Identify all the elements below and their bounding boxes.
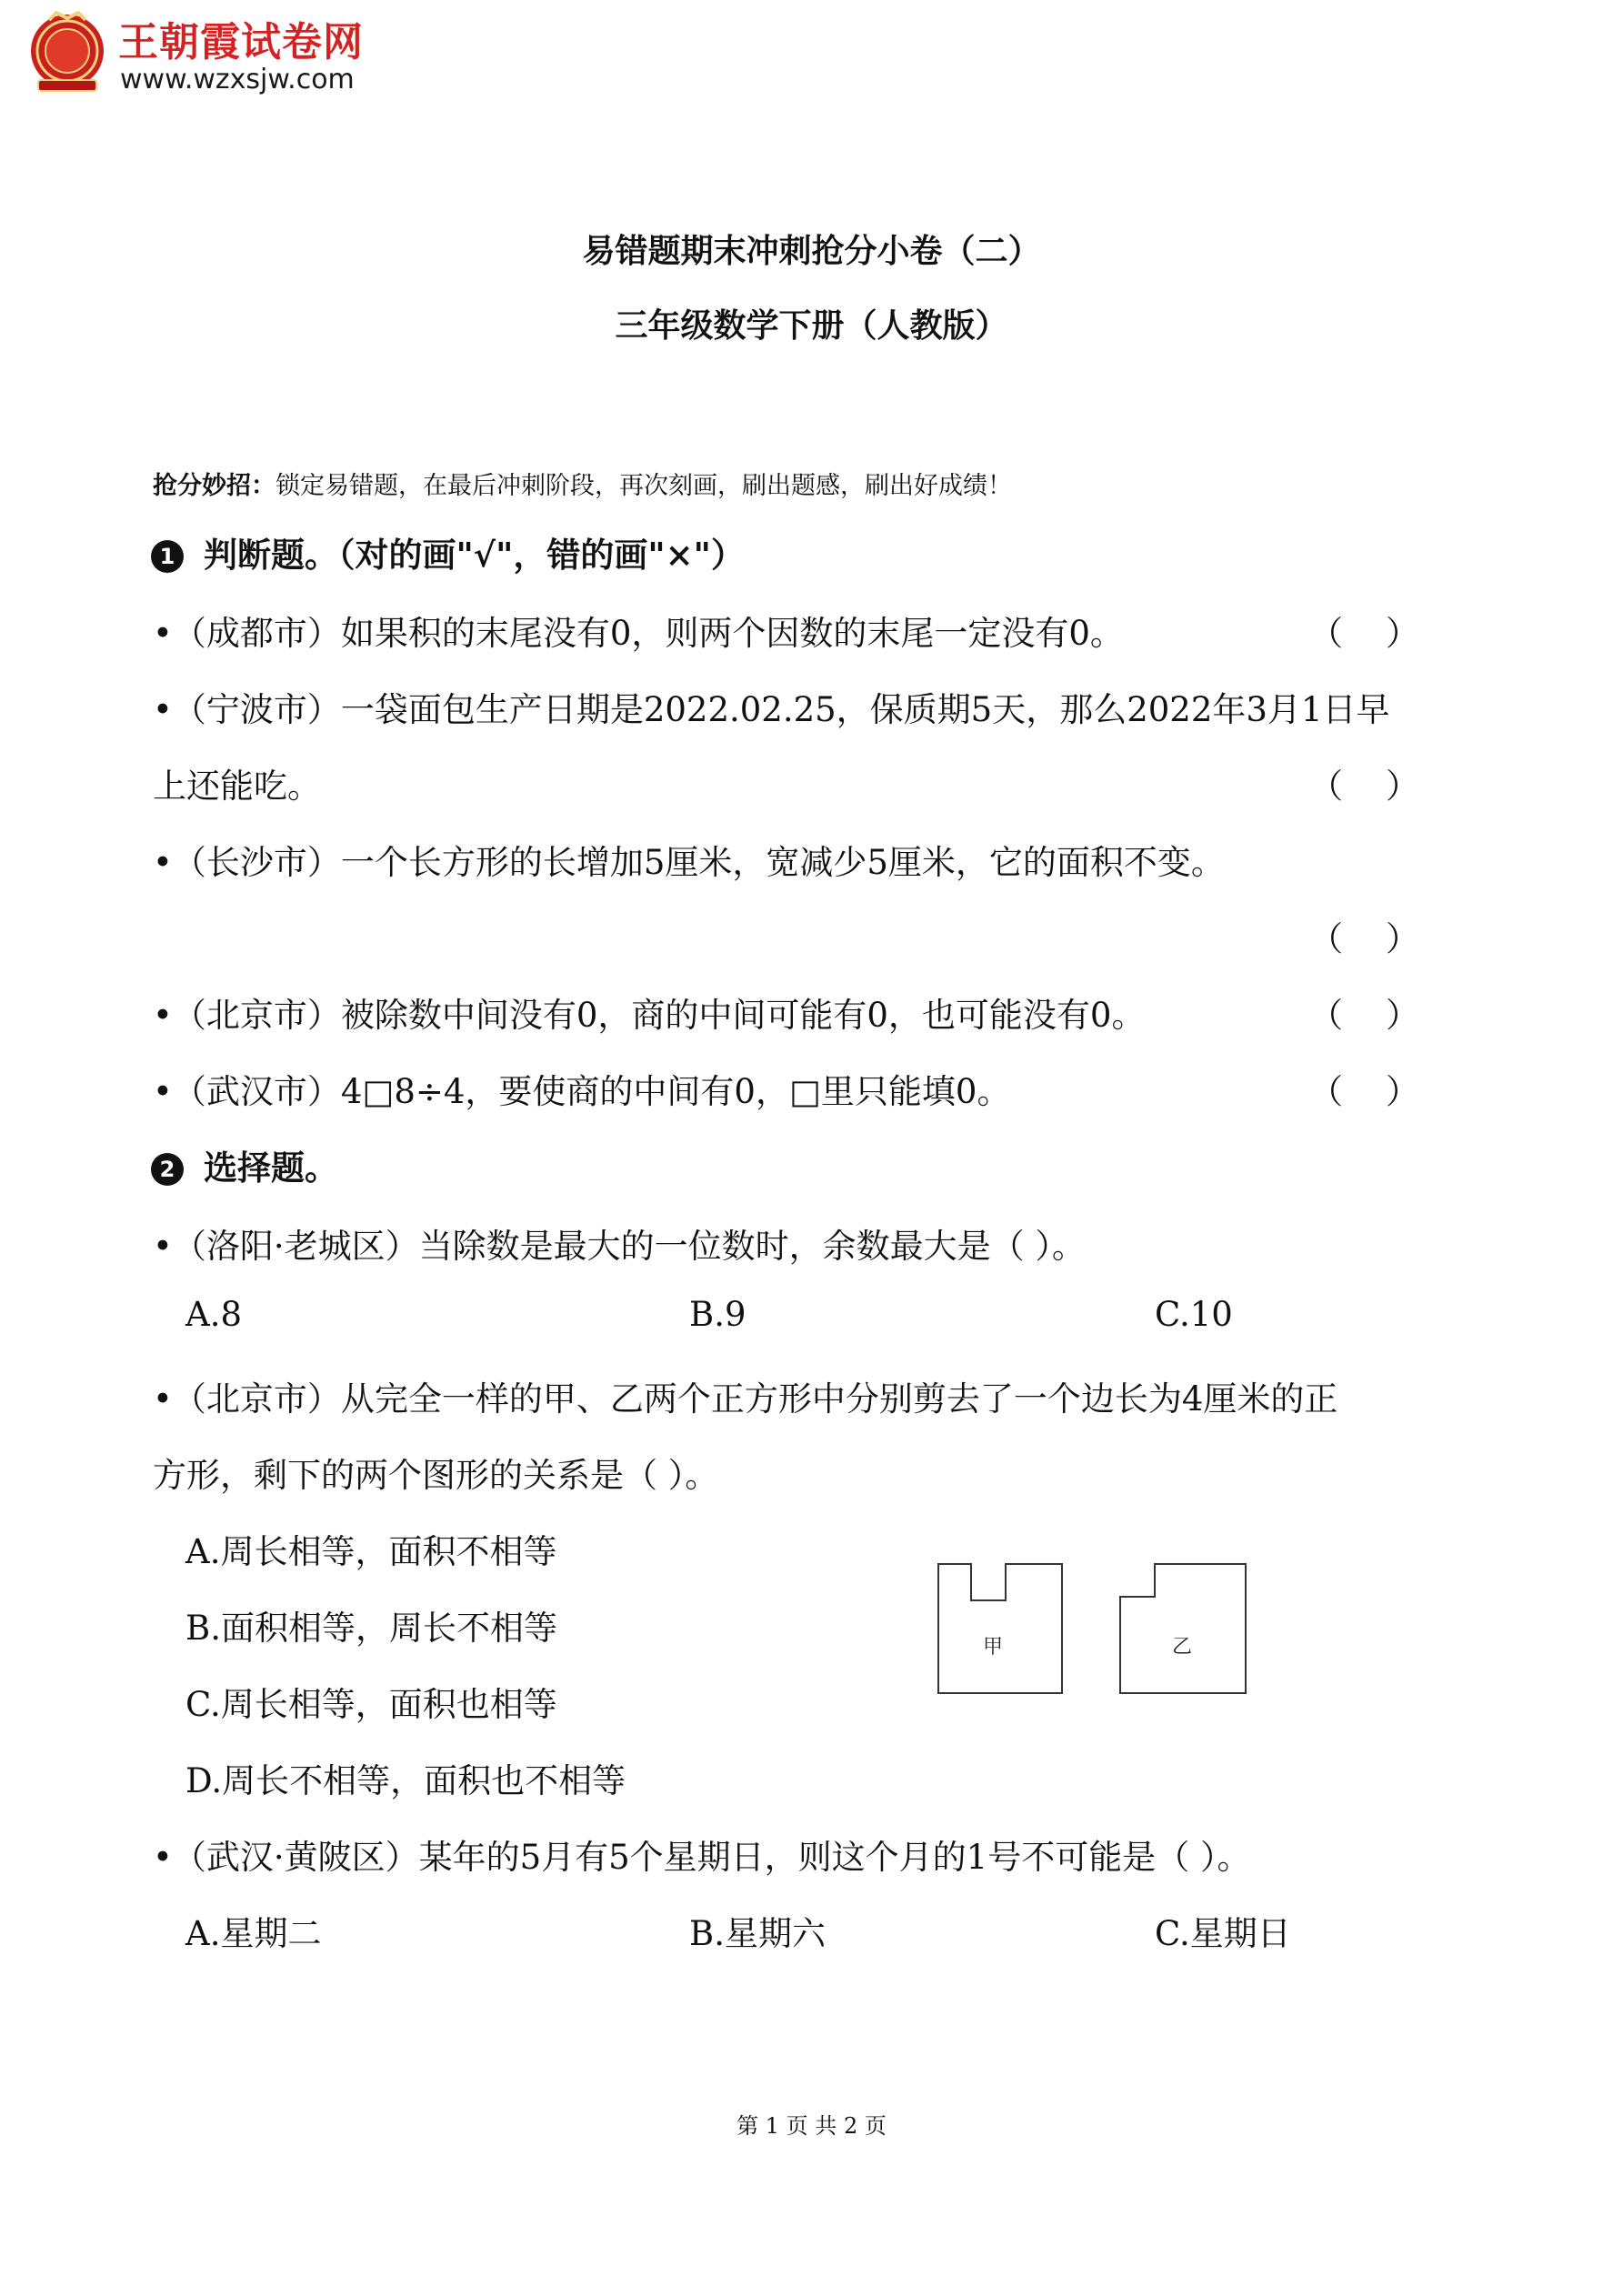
section-number-badge: 2 [151, 1153, 184, 1186]
site-url[interactable]: www.wzxsjw.com [120, 64, 355, 95]
answer-blank[interactable]: （ ） [1309, 996, 1420, 1035]
option-c[interactable]: C.周长相等，面积也相等 [185, 1685, 557, 1724]
answer-blank[interactable]: （ ） [1309, 767, 1420, 806]
tip-text: 锁定易错题，在最后冲刺阶段，再次刻画，刷出题感，刷出好成绩！ [276, 472, 1012, 500]
option-a[interactable]: A.8 [185, 1295, 243, 1334]
judge-question-3: •（长沙市）一个长方形的长增加5厘米，宽减少5厘米，它的面积不变。 [153, 843, 1225, 882]
page-number: 第 1 页 共 2 页 [736, 2113, 887, 2139]
choice-question-2-cont: 方形，剩下的两个图形的关系是（ ）。 [153, 1456, 719, 1495]
site-name: 王朝霞试卷网 [118, 19, 364, 65]
option-a[interactable]: A.星期二 [185, 1914, 322, 1953]
option-c[interactable]: C.10 [1155, 1295, 1233, 1334]
choice-question-1: •（洛阳·老城区）当除数是最大的一位数时，余数最大是（ ）。 [153, 1227, 1086, 1266]
judge-question-4: •（北京市）被除数中间没有0，商的中间可能有0，也可能没有0。 [153, 996, 1146, 1035]
section-judge-header [151, 527, 745, 577]
option-d[interactable]: D.周长不相等，面积也不相等 [185, 1761, 626, 1800]
judge-question-1: •（成都市）如果积的末尾没有0，则两个因数的末尾一定没有0。 [153, 614, 1124, 653]
option-a[interactable]: A.周长相等，面积不相等 [185, 1532, 557, 1571]
answer-blank[interactable]: （ ） [1309, 1072, 1420, 1111]
choice-question-3: •（武汉·黄陂区）某年的5月有5个星期日，则这个月的1号不可能是（ ）。 [153, 1838, 1251, 1877]
shape-yi-label: 乙 [1171, 1636, 1193, 1659]
section-choice-header [151, 1140, 338, 1189]
option-c[interactable]: C.星期日 [1155, 1914, 1291, 1953]
tip-line [153, 466, 1012, 501]
option-b[interactable]: B.星期六 [689, 1914, 826, 1953]
option-b[interactable]: B.面积相等，周长不相等 [185, 1609, 557, 1648]
answer-blank[interactable]: （ ） [1309, 614, 1420, 653]
section-number-badge: 1 [151, 540, 184, 573]
option-b[interactable]: B.9 [689, 1295, 746, 1334]
judge-question-2: •（宁波市）一袋面包生产日期是2022.02.25，保质期5天，那么2022年3月1日早 [153, 690, 1390, 729]
page-title: 易错题期末冲刺抢分小卷（二） [582, 232, 1041, 270]
shape-jia [938, 1564, 1062, 1693]
section-choice-title: 选择题。 [204, 1148, 338, 1188]
page-subtitle: 三年级数学下册（人教版） [615, 306, 1008, 345]
section-judge-title: 判断题。（对的画"√"，错的画"×"） [204, 535, 745, 575]
judge-question-2-cont: 上还能吃。 [153, 767, 321, 806]
choice-question-2: •（北京市）从完全一样的甲、乙两个正方形中分别剪去了一个边长为4厘米的正 [153, 1379, 1338, 1419]
judge-question-5: •（武汉市）4□8÷4，要使商的中间有0，□里只能填0。 [153, 1072, 1011, 1111]
tip-label: 抢分妙招： [153, 472, 276, 500]
answer-blank[interactable]: （ ） [1309, 919, 1420, 958]
square-figure [937, 1562, 1255, 1699]
shape-jia-label: 甲 [982, 1636, 1004, 1659]
seal-logo-icon [25, 11, 109, 95]
shape-yi [1120, 1564, 1246, 1693]
